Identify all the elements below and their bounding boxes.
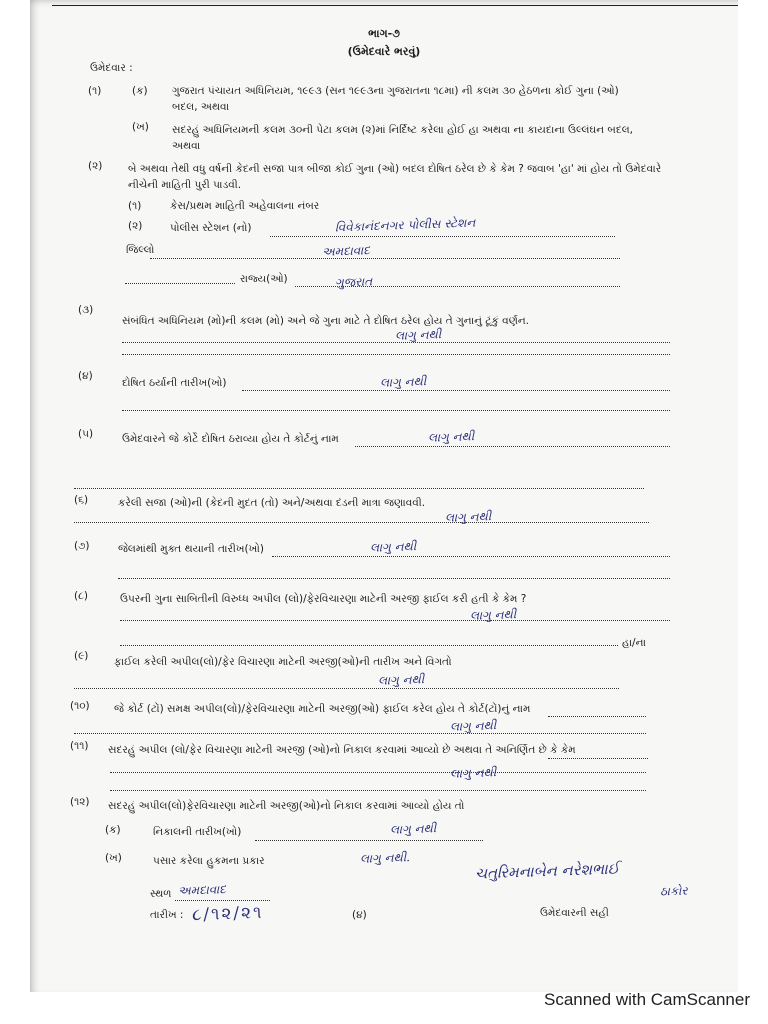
district-line [150,258,620,259]
q4-handwriting: લાગુ નથી [379,374,427,390]
q1-a-line1: ગુજરાત પંચાયત અધિનિયમ, ૧૯૯૩ (સન ૧૯૯૩ના ગુજરાતના ૧૮મા) ની કલમ ૩૦ હેઠળના કોઈ ગુના (ઓ) [172,85,619,97]
signature-label: ઉમેદવારની સહી [540,907,609,919]
q9-number: (૯) [74,650,89,662]
q2-sub2-mark: (૨) [128,220,143,232]
q12-a-mark: (ક) [105,824,121,836]
q2-line1: બે અથવા તેથી વધુ વર્ષની કેદની સજા પાત્ર બીજા કોઈ ગુના (ઓ) બદલ દોષિત ઠરેલ છે કે કેમ ? જવાબ 'હા' માં હોય તો ઉમેદવારે [128,163,662,175]
district-handwriting: અમદાવાદ [321,243,371,259]
q8-number: (૮) [74,590,88,602]
q1-b-mark: (ખ) [132,121,149,133]
q6-handwriting: લાગુ નથી [444,509,492,525]
q11-text: સદરહું અપીલ (લો/ફેર વિચારણા માટેની અરજી (ઓ)નો નિકાલ કરવામાં આવ્યો છે અથવા તે અનિર્ણિત છે કે કેમ [108,744,576,756]
date-label: તારીખ : [150,909,184,921]
q8-line1 [120,620,670,621]
q3-handwriting: લાગુ નથી [394,327,442,343]
q8-handwriting: લાગુ નથી [469,607,517,623]
q12-a-handwriting: લાગુ નથી [389,821,437,837]
q12-number: (૧૨) [70,796,90,808]
q5-line1 [355,446,670,447]
q4-number: (૪) [78,370,93,382]
q8-text: ઉપરની ગુના સાબિતીની વિરુધ્ધ અપીલ (લો)/ફેરવિચારણા માટેની અરજી ફાઈલ કરી હતી કે કેમ ? [120,593,527,605]
q12-b-handwriting: લાગુ નથી. [359,850,411,866]
q6-line [74,522,649,523]
q2-line2: નીચેની માહિતી પુરી પાડવી. [128,179,242,191]
q1-a-mark: (ક) [132,85,148,97]
page-number: (૪) [352,909,367,921]
q12-a-text: નિકાલની તારીખ(ખો) [153,826,242,838]
date-handwriting: ૮/૧૨/૨૧ [191,902,264,926]
place-label: સ્થળ [150,888,172,900]
q3-number: (૩) [78,304,94,316]
q10-line1 [548,716,646,717]
q10-line2 [74,733,646,734]
q11-line2 [110,772,646,773]
place-line [175,900,270,901]
police-station-line [270,236,615,237]
q3-text: સંબંધિત અધિનિયમ (મો)ની કલમ (મો) અને જે ગુના માટે તે દોષિત ઠરેલ હોય તે ગુનાનું ટૂંકું વર્ણન. [122,315,530,327]
q9-line [74,688,619,689]
q10-handwriting: લાગુ નથી [449,718,497,734]
state-label: રાજ્ય(ઓ) [240,273,288,285]
q1-a-line2: બદલ, અથવા [172,101,230,113]
q12-b-text: પસાર કરેલા હુકમના પ્રકાર [153,855,265,867]
q10-text: જે કોર્ટ (ટોં) સમક્ષ અપીલ(લો)/ફેરવિચારણા માટેની અરજી(ઓ) ફાઈલ કરેલ હોય તે કોર્ટ(ટોં)નું નામ [114,703,531,715]
q9-text: ફાઈલ કરેલી અપીલ(લો)/ફેર વિચારણા માટેની અરજી(ઓ)ની તારીખ અને વિગતો [114,656,452,668]
police-station-handwriting: વિવેકાનંદનગર પોલીસ સ્ટેશન [334,215,476,235]
q7-line1 [272,556,670,557]
top-border-line [52,5,738,6]
q1-b-line2: અથવા [172,140,201,152]
signature-handwriting-line1: ચતુરિમનાબેન નરેશભાઈ [474,859,620,883]
q6-text: કરેલી સજા (ઓ)ની (કેદની મુદત (તો) અને/અથવા દંડની માત્રા જણાવવી. [118,497,426,509]
q11-handwriting: લાગુ નથી [449,765,497,781]
q11-line3 [110,790,646,791]
q3-line2 [122,354,670,355]
district-label: જિલ્લો [126,244,155,256]
state-line-left [125,283,235,284]
q12-a-line [255,840,483,841]
part-title: ભાગ-૭ [368,27,400,40]
q9-handwriting: લાગુ નથી [377,672,425,688]
q12-b-mark: (ખ) [105,852,122,864]
q2-sub1-mark: (૧) [128,200,142,212]
q5-line2 [74,488,644,489]
camscanner-watermark: Scanned with CamScanner [543,990,750,1009]
q7-text: જેલમાંથી મુક્ત થયાની તારીખ(ખો) [118,543,265,555]
place-handwriting: અમદાવાદ [177,882,227,898]
q7-line2 [118,578,670,579]
q1-b-line1: સદરહું અધિનિયમની કલમ ૩૦ની પેટા કલમ (૨)માં નિર્દિષ્ટ કરેલા હોઈ હા અથવા ના કાયદાના ઉલ્લંઘન બદલ, [172,124,633,136]
state-handwriting: ગુજરાત [334,274,373,290]
q2-sub1-label: કેસ/પ્રથમ માહિતી અહેવાલના નંબર [170,200,320,212]
q4-line2 [122,410,670,411]
q10-number: (૧૦) [70,700,90,712]
q5-text: ઉમેદવારને જે કોર્ટે દોષિત ઠરાવ્યા હોય તે કોર્ટનું નામ [122,433,339,445]
q1-number: (૧) [88,85,102,97]
q11-number: (૧૧) [70,740,89,752]
signature-handwriting-line2: ઠાકોર [659,883,688,899]
q2-number: (૨) [88,160,103,172]
scanned-form-page [30,0,738,992]
q12-text: સદરહું અપીલ(લો)ફેરવિચારણા માટેની અરજી(ઓ)નો નિકાલ કરવામાં આવ્યો હોય તો [108,800,465,812]
q5-number: (૫) [78,428,94,440]
q8-line2 [120,645,618,646]
q7-handwriting: લાગુ નથી [369,539,417,555]
candidate-label: ઉમેદવાર : [90,62,133,74]
q4-text: દોષિત ઠર્યાની તારીખ(ખો) [122,377,227,389]
q7-number: (૭) [74,540,90,552]
q4-line1 [242,390,670,391]
part-subtitle: (ઉમેદવારે ભરવું) [347,45,421,58]
q5-handwriting: લાગુ નથી [427,429,475,445]
q6-number: (૬) [74,494,89,506]
q2-sub2-label: પોલીસ સ્ટેશન (નો) [170,222,252,234]
q8-yes-no: હા/ના [622,637,646,649]
q11-line1 [548,758,648,759]
